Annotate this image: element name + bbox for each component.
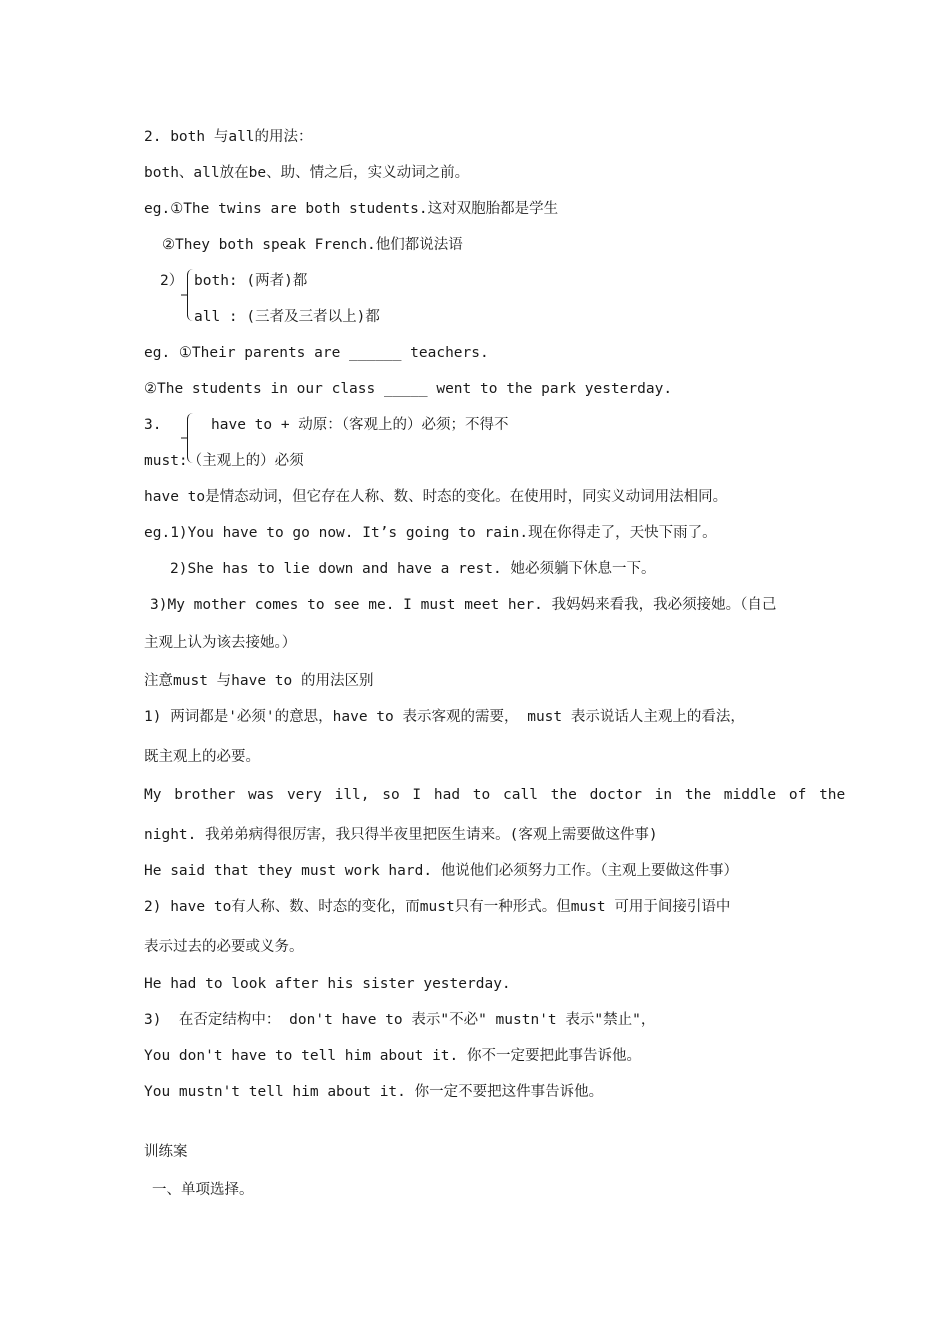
text-line: both: (两者)都 [194, 273, 308, 289]
example-line: You don't have to tell him about it. 你不一定要把此事告诉他。 [144, 1048, 641, 1064]
text-line: have to是情态动词，但它存在人称、数、时态的变化。在使用时，同实义动词用法相同。 [144, 489, 728, 505]
section-heading-single-choice: 一、单项选择。 [152, 1182, 254, 1198]
text-line: must:（主观上的）必须 [144, 453, 304, 469]
note-heading: 注意must 与have to 的用法区别 [144, 673, 374, 689]
example-line: night. 我弟弟病得很厉害，我只得半夜里把医生请来。(客观上需要做这件事) [144, 827, 658, 843]
section-heading-both-all: 2. both 与all的用法： [144, 129, 313, 145]
text-line: 既主观上的必要。 [144, 749, 260, 765]
example-line: My brother was very ill, so I had to call the doctor in the middle of the [144, 787, 846, 803]
section-heading-training: 训练案 [144, 1144, 188, 1160]
text-line: all : (三者及三者以上)都 [194, 309, 380, 325]
example-line: 3)My mother comes to see me. I must meet her. 我妈妈来看我，我必须接她。（自己 [150, 597, 777, 613]
list-number: 2） [160, 273, 184, 289]
text-line: 3) 在否定结构中： don't have to 表示"不必" mustn't 表示"禁止"， [144, 1012, 656, 1028]
example-line: 2)She has to lie down and have a rest. 她必须躺下休息一下。 [170, 561, 656, 577]
text-line: 2) have to有人称、数、时态的变化，而must只有一种形式。但must 可用于间接引语中 [144, 899, 731, 915]
example-line: eg.①The twins are both students.这对双胞胎都是学生 [144, 201, 559, 217]
exercise-line: ②The students in our class _____ went to the park yesterday. [144, 381, 673, 397]
example-line: You mustn't tell him about it. 你一定不要把这件事告诉他。 [144, 1084, 604, 1100]
example-line: He said that they must work hard. 他说他们必须努力工作。（主观上要做这件事） [144, 863, 739, 879]
text-line: 表示过去的必要或义务。 [144, 939, 304, 955]
text-line: 1) 两词都是'必须'的意思，have to 表示客观的需要， must 表示说话人主观上的看法， [144, 709, 745, 725]
text-line: 主观上认为该去接她。） [144, 635, 297, 651]
list-number: 3. [144, 417, 162, 433]
text-line: both、all放在be、助、情之后，实义动词之前。 [144, 165, 470, 181]
example-line: He had to look after his sister yesterday. [144, 976, 511, 992]
text-line: have to + 动原：（客观上的）必须；不得不 [211, 417, 509, 433]
example-line: ②They both speak French.他们都说法语 [162, 237, 463, 253]
exercise-line: eg. ①Their parents are ______ teachers. [144, 345, 489, 361]
example-line: eg.1)You have to go now. It’s going to rain.现在你得走了，天快下雨了。 [144, 525, 717, 541]
